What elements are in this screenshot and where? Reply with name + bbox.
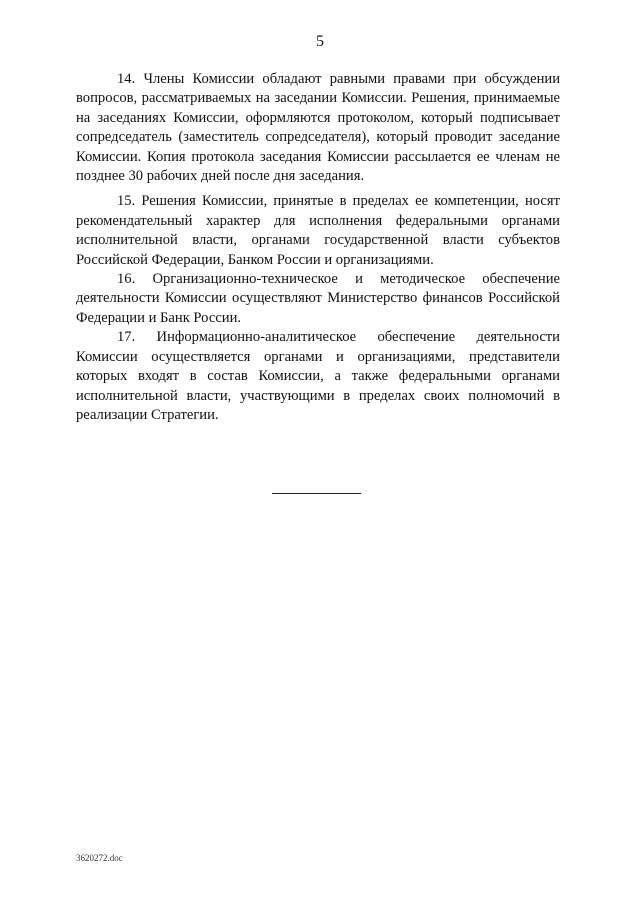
footer-file-name: 3620272.doc: [76, 853, 123, 863]
document-body: [76, 70, 560, 425]
page-number: 5: [316, 33, 324, 50]
paragraph-16: 16. Организационно-техническое и методическое обеспечение деятельности Комиссии осуществляют Министерство финансов Российской Федерации и Банк России.: [76, 271, 560, 326]
paragraph-14: 14. Члены Комиссии обладают равными правами при обсуждении вопросов, рассматриваемых на заседании Комиссии. Решения, принимаемые на заседаниях Комиссии, оформляются протоколом, который подписывает сопредседатель (заместитель сопредседателя), который проводит заседание Комиссии. Копия протокола заседания Комиссии рассылается ее членам не позднее 30 рабочих дней после дня заседания.: [76, 71, 560, 185]
paragraph-15: 15. Решения Комиссии, принятые в пределах ее компетенции, носят рекомендательный характер для исполнения федеральными органами исполнительной власти, органами государственной власти субъектов Российской Федерации, Банком России и организациями.: [76, 193, 560, 268]
end-of-document-rule: [272, 493, 361, 494]
paragraph-17: 17. Информационно-аналитическое обеспечение деятельности Комиссии осуществляется органами и организациями, представители которых входят в состав Комиссии, а также федеральными органами исполнительной власти, участвующими в пределах своих полномочий в реализации Стратегии.: [76, 329, 560, 423]
